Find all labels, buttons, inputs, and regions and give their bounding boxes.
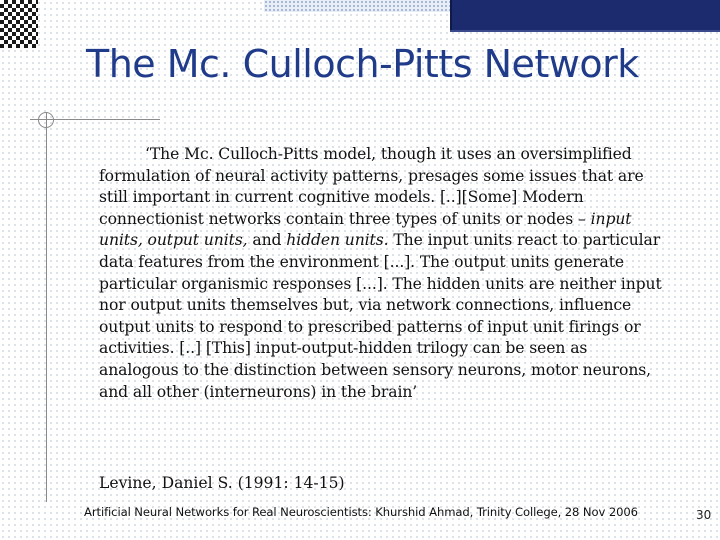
quote-emphasis-1: input units, output units, <box>99 209 632 250</box>
crosshair-circle-decoration <box>38 112 54 128</box>
top-pattern-strip <box>264 0 450 12</box>
citation: Levine, Daniel S. (1991: 14-15) <box>99 474 345 492</box>
slide-footer: Artificial Neural Networks for Real Neuroscientists: Khurshid Ahmad, Trinity College, 28 Nov 2006 <box>84 505 638 519</box>
quote-block <box>99 144 671 403</box>
quote-text-3: . The input units react to particular data features from the environment [...]. The output units generate particular organismic responses [...]. The hidden units are neither input nor output units themselves but, via network connections, influence output units to respond to prescribed patterns of input unit firings or activities. [..] [This] input-output-hidden trilogy can be seen as analogous to the distinction between sensory neurons, motor neurons, and all other (interneurons) in the brain’ <box>99 231 662 401</box>
top-bar-underline <box>450 30 720 32</box>
quote-text-1: ‘The Mc. Culloch-Pitts model, though it uses an oversimplified formulation of neural activity patterns, presages some issues that are still important in current cognitive models. [..][Some] Modern connectionist networks contain three types of units or nodes – <box>99 145 644 228</box>
vertical-rule <box>46 112 47 502</box>
quote-emphasis-2: hidden units <box>286 231 384 250</box>
page-number: 30 <box>696 508 712 522</box>
top-blue-bar <box>450 0 720 30</box>
slide-title: The Mc. Culloch-Pitts Network <box>86 42 639 86</box>
checkered-corner-decoration <box>0 0 38 48</box>
quote-text-2: and <box>247 231 287 250</box>
